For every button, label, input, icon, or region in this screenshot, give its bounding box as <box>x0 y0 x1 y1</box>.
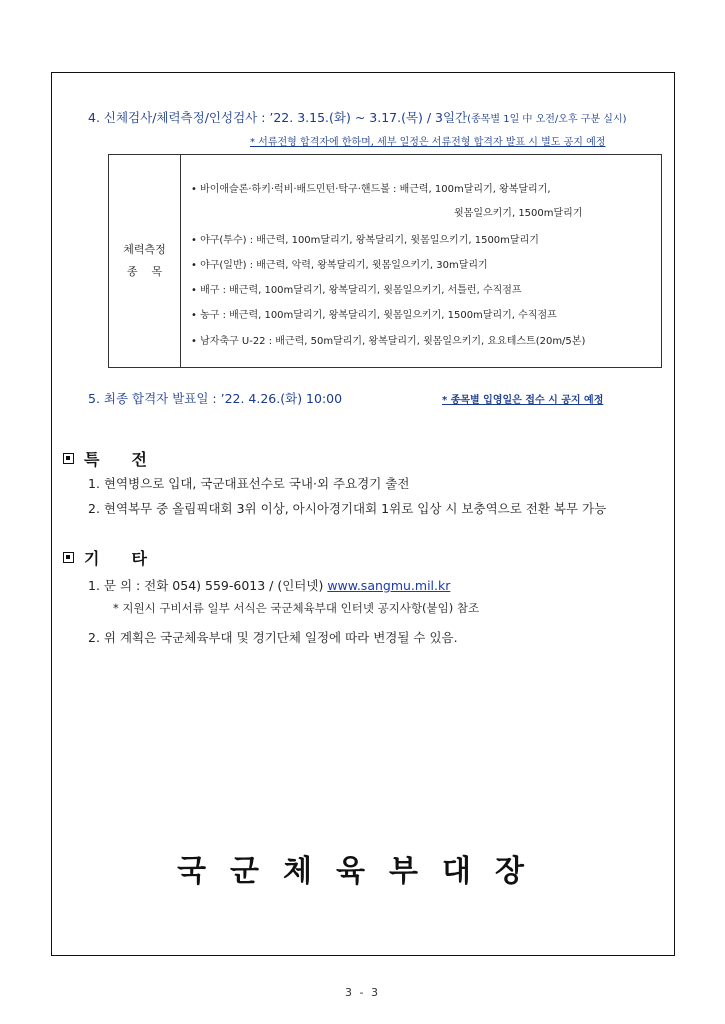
fitness-table-header <box>109 155 181 367</box>
fitness-item-basketball: • 농구 : 배근력, 100m달리기, 왕복달리기, 윗몸일으키기, 1500m달리기, 수직점프 <box>191 310 557 321</box>
section4-note: * 서류전형 합격자에 한하며, 세부 일정은 서류전형 합격자 발표 시 별도 공지 예정 <box>250 137 606 148</box>
fitness-item-multisport: • 바이애슬론·하키·럭비·배드민턴·탁구·핸드볼 : 배근력, 100m달리기, 왕복달리기, <box>191 184 551 195</box>
section-bullet-icon <box>63 552 74 563</box>
benefits-heading: 특전 <box>63 447 179 470</box>
fitness-item-soccer-u22: • 남자축구 U-22 : 배근력, 50m달리기, 왕복달리기, 윗몸일으키기, 요요테스트(20m/5본) <box>191 336 586 347</box>
section4-title: 4. 신체검사/체력측정/인성검사 : ’22. 3.15.(화) ~ 3.17.(목) / 3일간(종목별 1일 中 오전/오후 구분 실시) <box>88 110 627 125</box>
fitness-item-volleyball: • 배구 : 배근력, 100m달리기, 왕복달리기, 윗몸일으키기, 서틀런, 수직점프 <box>191 285 522 296</box>
contact-line: 1. 문 의 : 전화 054) 559-6013 / (인터넷) www.sangmu.mil.kr <box>88 578 451 593</box>
signature-block: 국군체육부대장 <box>177 854 548 889</box>
page-number: 3 - 3 <box>345 986 380 999</box>
contact-note: * 지원시 구비서류 일부 서식은 국군체육부대 인터넷 공지사항(붙임) 참조 <box>113 601 480 615</box>
fitness-item-baseball-general: • 야구(일반) : 배근력, 악력, 왕복달리기, 윗몸일으키기, 30m달리기 <box>191 260 488 271</box>
section5-title: 5. 최종 합격자 발표일 : ’22. 4.26.(화) 10:00 <box>88 391 343 406</box>
section5-note: * 종목별 입영일은 접수 시 공지 예정 <box>442 395 604 406</box>
fitness-table-header-line1: 체력측정 <box>123 243 166 256</box>
fitness-test-table <box>108 154 662 368</box>
fitness-table-header-line2: 종 목 <box>126 265 163 278</box>
benefit-item-2: 2. 현역복무 중 올림픽대회 3위 이상, 아시아경기대회 1위로 입상 시 보충역으로 전환 복무 가능 <box>88 501 607 516</box>
section-bullet-icon <box>63 453 74 464</box>
benefit-item-1: 1. 현역병으로 입대, 국군대표선수로 국내·외 주요경기 출전 <box>88 476 410 491</box>
website-link[interactable]: www.sangmu.mil.kr <box>327 578 451 593</box>
fitness-item-baseball-pitcher: • 야구(투수) : 배근력, 100m달리기, 왕복달리기, 윗몸일으키기, 1500m달리기 <box>191 235 539 246</box>
section4-title-small: (종목별 1일 中 오전/오후 구분 실시) <box>467 114 627 125</box>
fitness-item-multisport-cont: 윗몸일으키기, 1500m달리기 <box>454 208 583 219</box>
etc-item-2: 2. 위 계획은 국군체육부대 및 경기단체 일정에 따라 변경될 수 있음. <box>88 630 458 645</box>
etc-heading: 기타 <box>63 546 179 569</box>
